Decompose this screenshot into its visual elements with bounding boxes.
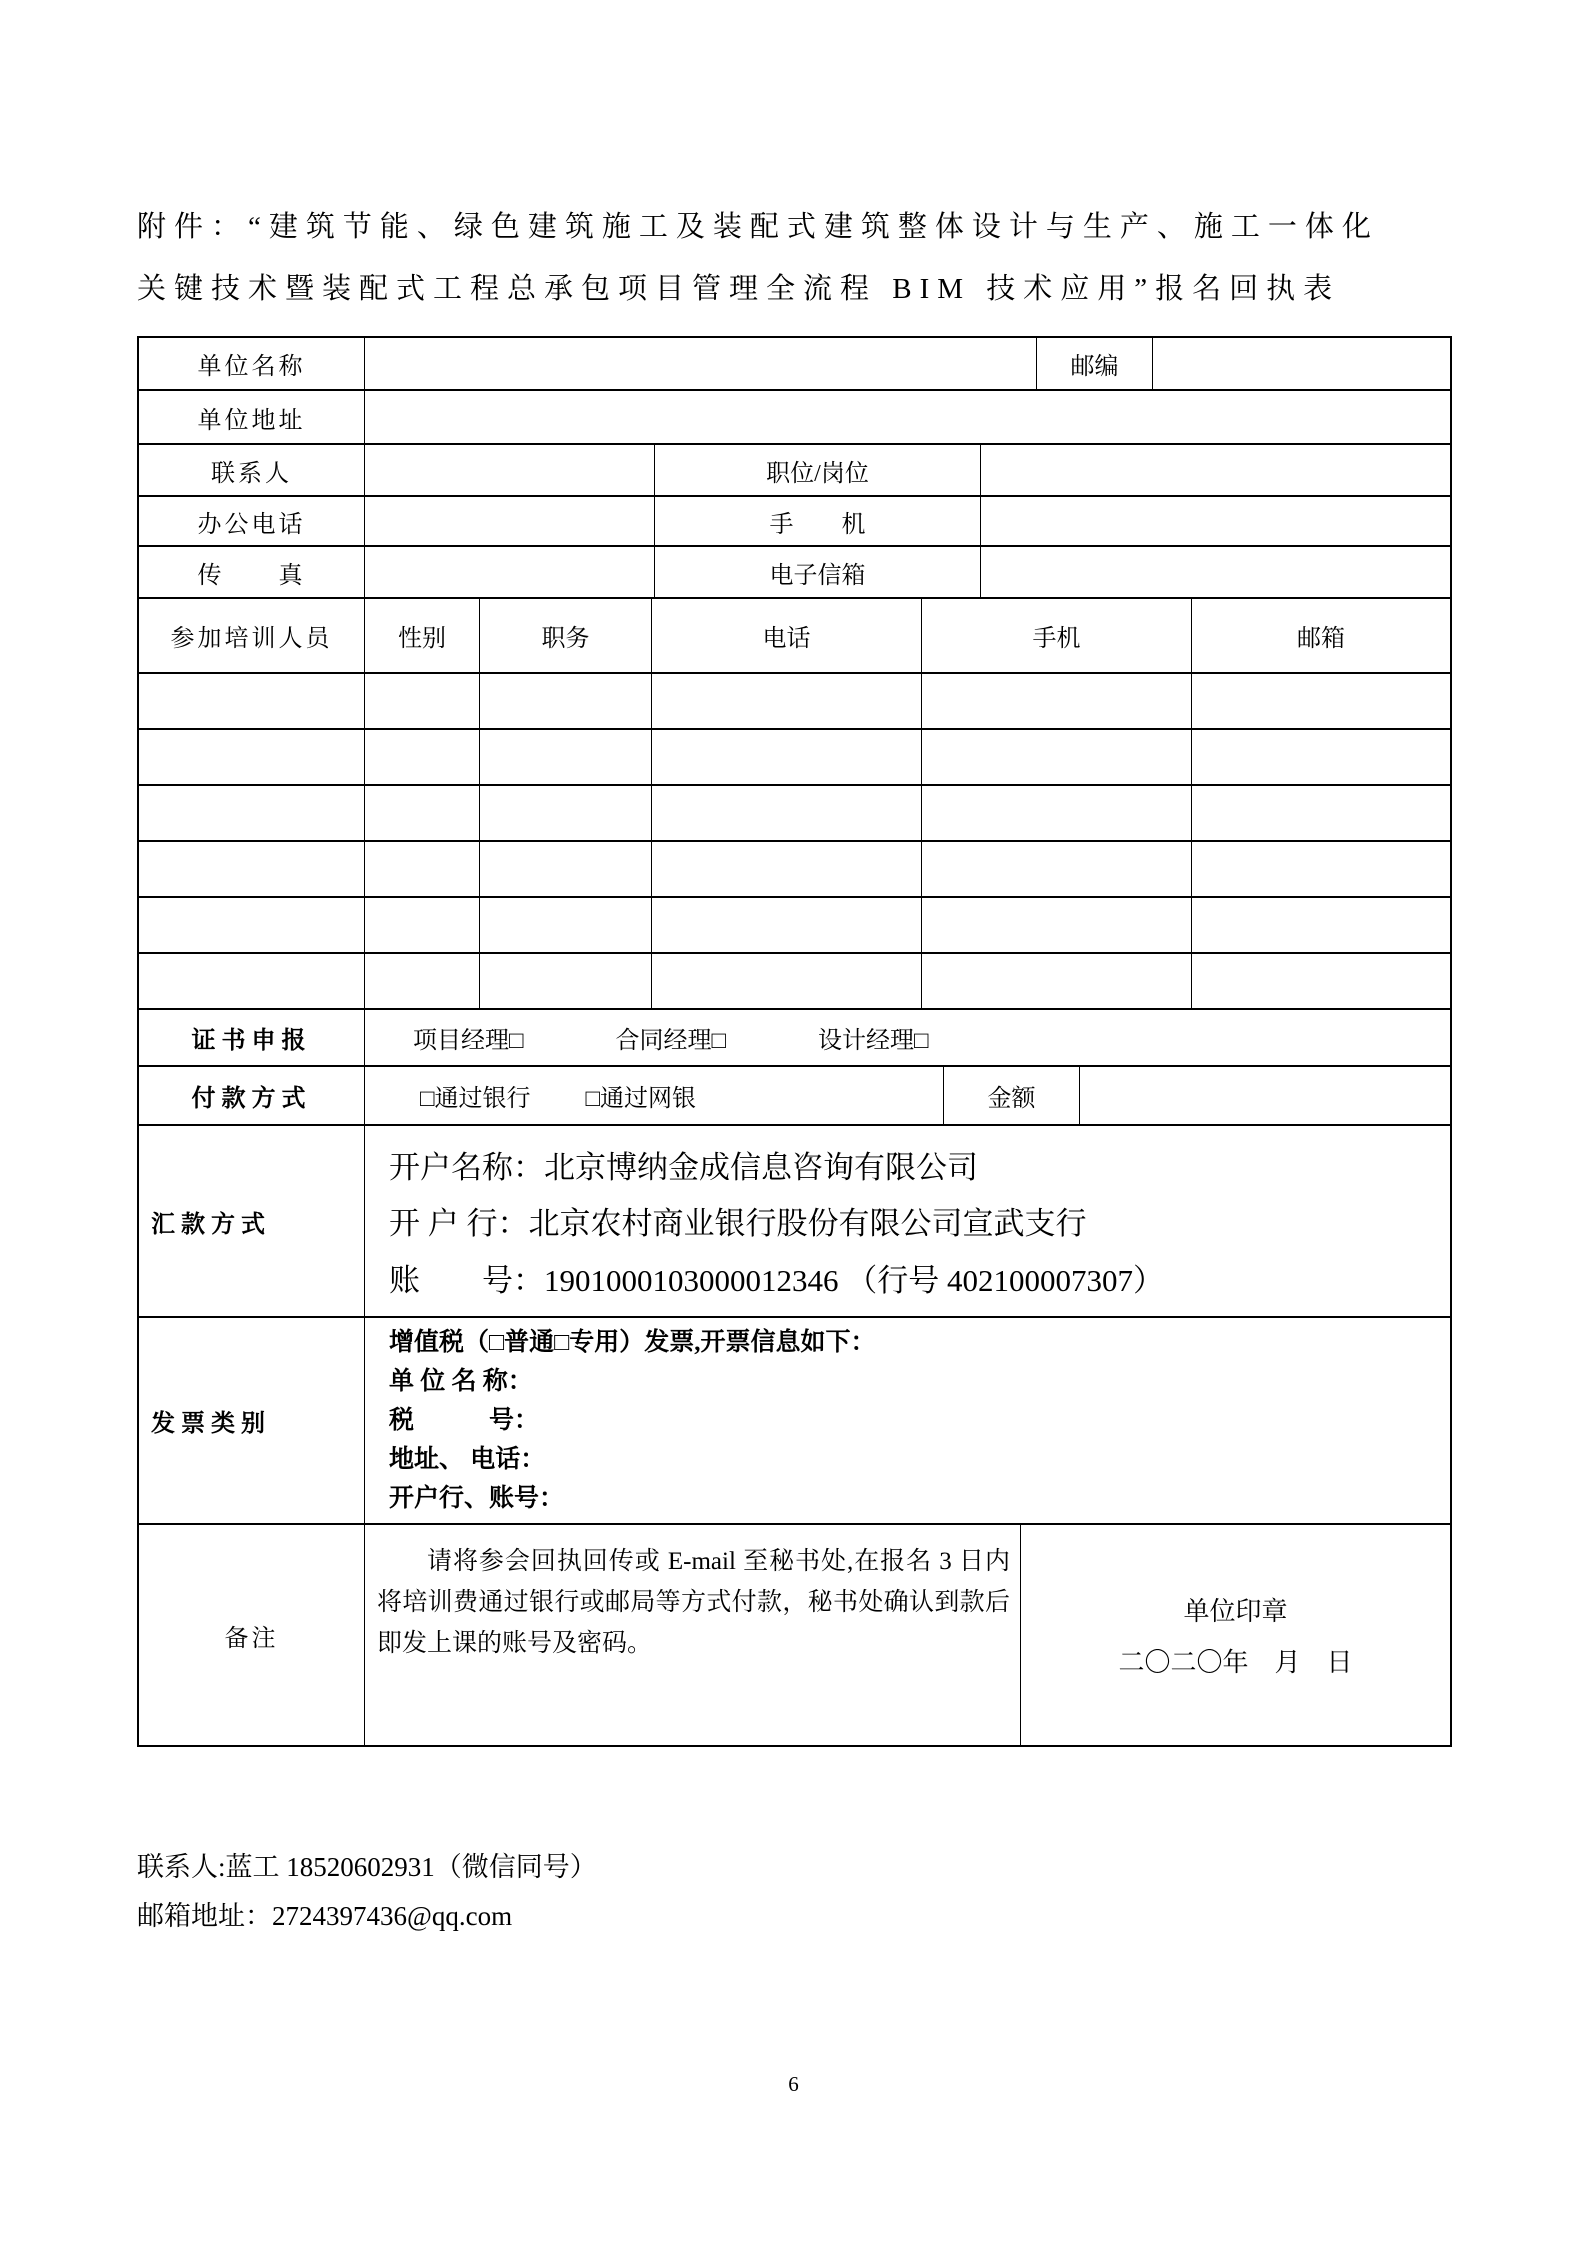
participant-phone-field[interactable] [651,898,921,952]
footer-email-line: 邮箱地址：2724397436@qq.com [137,1901,513,1931]
page-number: 6 [788,2072,799,2096]
fax-field[interactable] [364,547,654,597]
unit-address-label: 单位地址 [197,407,306,434]
position-label: 职位/岗位 [654,445,980,495]
participant-sex-field[interactable] [364,674,479,728]
participant-email-field[interactable] [1191,898,1450,952]
participant-duty-field[interactable] [479,674,651,728]
certificate-option-design-manager-checkbox[interactable]: 设计经理□ [818,1028,929,1054]
participant-phone-field[interactable] [651,730,921,784]
invoice-tax-number-field[interactable]: 税 号： [389,1407,540,1434]
unit-address-row [139,389,1450,443]
remittance-bank-name: 开 户 行：北京农村商业银行股份有限公司宣武支行 [389,1206,1087,1242]
participant-mobile-field[interactable] [921,674,1191,728]
participant-mobile-field[interactable] [921,842,1191,896]
participant-name-field[interactable] [139,674,364,728]
invoice-unit-name-field[interactable]: 单 位 名 称： [389,1368,533,1395]
postcode-label: 邮编 [1036,338,1152,389]
participant-name-field[interactable] [139,954,364,1008]
invoice-label: 发票类别 [151,1411,271,1437]
participant-phone-field[interactable] [651,954,921,1008]
participant-row-6 [139,952,1450,1008]
invoice-details [364,1318,1450,1523]
email-label: 电子信箱 [654,547,980,597]
participant-phone-field[interactable] [651,842,921,896]
remittance-account-name: 开户名称：北京博纳金成信息咨询有限公司 [389,1149,978,1185]
invoice-vat-type-checkboxes[interactable]: 增值税（□普通□专用）发票,开票信息如下： [389,1329,876,1356]
participant-duty-field[interactable] [479,786,651,840]
document-content [137,0,1452,1941]
contact-field[interactable] [364,445,654,495]
participant-mobile-field[interactable] [921,786,1191,840]
payment-option-bank-checkbox[interactable]: □通过银行 [420,1086,531,1112]
remittance-details [364,1126,1450,1316]
participant-mobile-field[interactable] [921,954,1191,1008]
payment-label: 付款方式 [191,1086,312,1112]
invoice-bank-account-field[interactable]: 开户行、账号： [389,1485,565,1512]
office-phone-label: 办公电话 [197,511,306,538]
participant-row-2 [139,728,1450,784]
title-line-1: 附件：“建筑节能、绿色建筑施工及装配式建筑整体设计与生产、施工一体化 [137,211,1379,243]
remark-paragraph: 请将参会回执回传或 E-mail 至秘书处,在报名 3 日内将培训费通过银行或邮局等方式付款，秘书处确认到款后即发上课的账号及密码。 [377,1548,1010,1657]
unit-name-label: 单位名称 [197,354,306,380]
participant-sex-field[interactable] [364,898,479,952]
participant-phone-field[interactable] [651,786,921,840]
mobile-label: 手 机 [654,497,980,545]
fax-label: 传 真 [197,562,306,589]
participant-phone-field[interactable] [651,674,921,728]
invoice-row [139,1316,1450,1523]
participant-email-field[interactable] [1191,842,1450,896]
title-line-2: 关键技术暨装配式工程总承包项目管理全流程 BIM 技术应用”报名回执表 [137,273,1341,305]
participant-duty-field[interactable] [479,842,651,896]
email-field[interactable] [980,547,1450,597]
participant-mobile-field[interactable] [921,898,1191,952]
unit-address-field[interactable] [364,391,1450,443]
remark-row [139,1523,1450,1745]
participant-mobile-field[interactable] [921,730,1191,784]
contact-row [139,443,1450,495]
participants-header-name: 参加培训人员 [170,626,333,652]
contact-label: 联系人 [211,460,292,487]
participant-duty-field[interactable] [479,730,651,784]
fax-row [139,545,1450,597]
payment-option-ebank-checkbox[interactable]: □通过网银 [585,1086,696,1112]
remark-label: 备注 [224,1625,279,1652]
payment-row [139,1065,1450,1124]
participants-header-mobile: 手机 [921,599,1191,672]
participant-email-field[interactable] [1191,674,1450,728]
remittance-account-number: 账 号：1901000103000012346 （行号 402100007307） [389,1263,1164,1299]
participants-header-duty: 职务 [479,599,651,672]
amount-label: 金额 [943,1067,1079,1124]
registration-form-table [137,336,1452,1747]
footer-contact-line: 联系人:蓝工 18520602931（微信同号） [137,1852,597,1882]
office-phone-field[interactable] [364,497,654,545]
participants-header-sex: 性别 [364,599,479,672]
remittance-row [139,1124,1450,1316]
payment-options [364,1067,943,1124]
participant-name-field[interactable] [139,786,364,840]
position-field[interactable] [980,445,1450,495]
participant-row-1 [139,672,1450,728]
participant-sex-field[interactable] [364,954,479,1008]
participant-email-field[interactable] [1191,730,1450,784]
contact-footer [137,1843,1452,1941]
certificate-row [139,1008,1450,1065]
certificate-label: 证书申报 [191,1028,312,1054]
seal-cell [1020,1525,1450,1745]
seal-label: 单位印章 [1183,1597,1288,1626]
participant-sex-field[interactable] [364,786,479,840]
participant-duty-field[interactable] [479,954,651,1008]
invoice-address-phone-field[interactable]: 地址、 电话： [389,1446,546,1473]
participant-row-3 [139,784,1450,840]
certificate-option-project-manager-checkbox[interactable]: 项目经理□ [413,1028,524,1054]
remittance-label: 汇款方式 [151,1211,271,1238]
certificate-option-contract-manager-checkbox[interactable]: 合同经理□ [615,1028,726,1054]
unit-name-row [139,338,1450,389]
unit-name-field[interactable] [364,338,1036,389]
participant-row-4 [139,840,1450,896]
participants-header-phone: 电话 [651,599,921,672]
postcode-field[interactable] [1152,338,1450,389]
participant-duty-field[interactable] [479,898,651,952]
amount-field[interactable] [1079,1067,1450,1124]
certificate-options [364,1010,1450,1065]
remark-text [364,1525,1020,1745]
participant-sex-field[interactable] [364,730,479,784]
participant-email-field[interactable] [1191,786,1450,840]
participant-name-field[interactable] [139,898,364,952]
participants-header-email: 邮箱 [1191,599,1450,672]
participant-name-field[interactable] [139,842,364,896]
participants-header-row [139,597,1450,672]
participant-row-5 [139,896,1450,952]
seal-date-line: 二〇二〇年 月 日 [1118,1648,1353,1677]
mobile-field[interactable] [980,497,1450,545]
document-title [137,196,1452,320]
participant-name-field[interactable] [139,730,364,784]
office-phone-row [139,495,1450,545]
participant-email-field[interactable] [1191,954,1450,1008]
participant-sex-field[interactable] [364,842,479,896]
